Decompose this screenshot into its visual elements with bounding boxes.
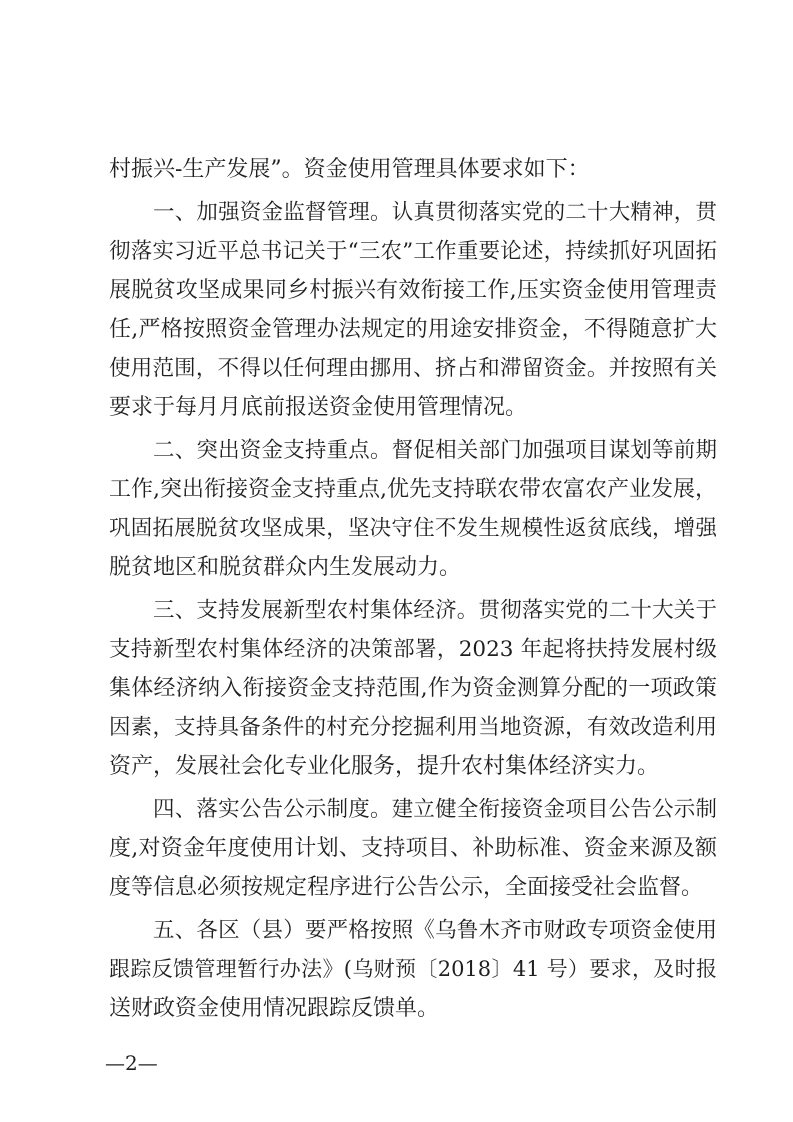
text-line: 四、落实公告公示制度。建立健全衔接资金项目公告公示制 bbox=[153, 797, 717, 822]
text-line: 跟踪反馈管理暂行办法》(乌财预〔2018〕41 号）要求，及时报 bbox=[109, 957, 717, 981]
text-line: 三、支持发展新型农村集体经济。贯彻落实党的二十大关于 bbox=[153, 598, 717, 623]
paragraph-item-3 bbox=[109, 591, 717, 786]
text-line: 脱贫地区和脱贫群众内生发展动力。 bbox=[109, 555, 462, 580]
paragraph-item-2 bbox=[109, 431, 717, 587]
paragraph-item-5 bbox=[109, 911, 717, 1028]
text-line: 集体经济纳入衔接资金支持范围,作为资金测算分配的一项政策 bbox=[109, 676, 717, 701]
page-number: —2— bbox=[105, 1051, 158, 1075]
text-line: 一、加强资金监督管理。认真贯彻落实党的二十大精神，贯 bbox=[153, 200, 717, 225]
text-line: 使用范围，不得以任何理由挪用、挤占和滞留资金。并按照有关 bbox=[109, 356, 717, 381]
text-line: 支持新型农村集体经济的决策部署，2023 年起将扶持发展村级 bbox=[109, 637, 717, 662]
paragraph-intro bbox=[109, 150, 717, 189]
text-line: 五、各区（县）要严格按照《乌鲁木齐市财政专项资金使用 bbox=[153, 918, 717, 943]
text-line: 二、突出资金支持重点。督促相关部门加强项目谋划等前期 bbox=[153, 438, 717, 463]
text-line: 彻落实习近平总书记关于“三农”工作重要论述，持续抓好巩固拓 bbox=[109, 239, 717, 264]
text-line: 展脱贫攻坚成果同乡村振兴有效衔接工作,压实资金使用管理责 bbox=[109, 278, 717, 303]
text-line: 度,对资金年度使用计划、支持项目、补助标准、资金来源及额 bbox=[109, 836, 717, 861]
text-line: 巩固拓展脱贫攻坚成果，坚决守住不发生规模性返贫底线，增强 bbox=[109, 516, 717, 541]
document-body bbox=[109, 150, 717, 1028]
paragraph-item-1 bbox=[109, 193, 717, 427]
text-line: 工作,突出衔接资金支持重点,优先支持联农带农富农产业发展， bbox=[109, 477, 717, 502]
text-line: 任,严格按照资金管理办法规定的用途安排资金，不得随意扩大 bbox=[109, 317, 717, 342]
text-line: 资产，发展社会化专业化服务，提升农村集体经济实力。 bbox=[109, 754, 660, 779]
text-line: 度等信息必须按规定程序进行公告公示，全面接受社会监督。 bbox=[109, 875, 704, 900]
text-line: 要求于每月月底前报送资金使用管理情况。 bbox=[109, 395, 528, 420]
paragraph-item-4 bbox=[109, 790, 717, 907]
text-line: 送财政资金使用情况跟踪反馈单。 bbox=[109, 996, 440, 1021]
text-line: 村振兴-生产发展”。资金使用管理具体要求如下： bbox=[109, 157, 590, 182]
text-line: 因素，支持具备条件的村充分挖掘利用当地资源，有效改造利用 bbox=[109, 715, 717, 740]
